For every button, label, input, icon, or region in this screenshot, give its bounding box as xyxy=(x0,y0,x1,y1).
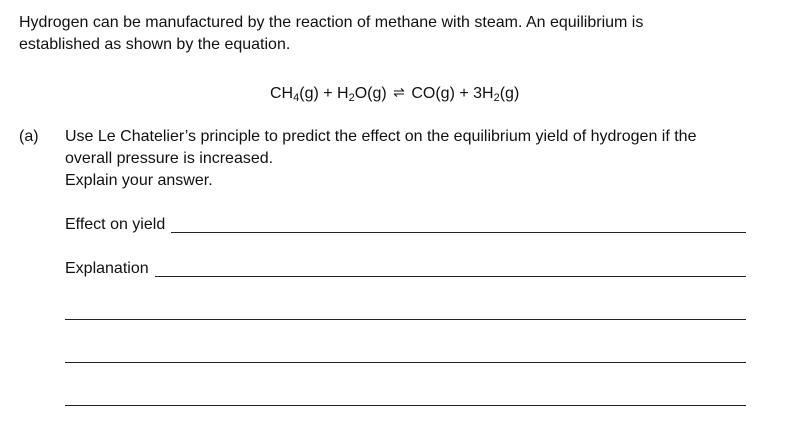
part-a-question xyxy=(65,126,795,192)
equation-ch4-subscript: 4 xyxy=(293,92,300,104)
equation-h2o-subscript: 2 xyxy=(348,92,355,104)
intro-line-2: established as shown by the equation. xyxy=(19,36,291,53)
explanation-answer-line-1[interactable] xyxy=(155,276,746,277)
equilibrium-sign: ⇌ xyxy=(393,84,405,100)
effect-on-yield-answer-line[interactable] xyxy=(171,232,746,233)
equation-products: CO(g) + 3H xyxy=(411,85,494,102)
explanation-answer-line-3[interactable] xyxy=(65,362,746,363)
equation-h2o-state: O(g) xyxy=(354,85,387,102)
intro-line-1: Hydrogen can be manufactured by the reaction of methane with steam. An equilibrium is xyxy=(19,14,644,31)
equation-h2-state: (g) xyxy=(499,85,520,102)
explanation-answer-line-4[interactable] xyxy=(65,405,746,406)
question-line-2: overall pressure is increased. xyxy=(65,150,274,167)
chemical-equation xyxy=(270,82,519,105)
part-a-label: (a) xyxy=(19,128,39,145)
explanation-answer-line-2[interactable] xyxy=(65,319,746,320)
question-line-3: Explain your answer. xyxy=(65,172,213,189)
equation-ch4-state: (g) + H xyxy=(299,85,349,102)
explanation-label: Explanation xyxy=(65,260,149,277)
intro-text xyxy=(19,12,789,56)
equation-h2-subscript: 2 xyxy=(493,92,500,104)
equation-ch4: CH xyxy=(270,85,294,102)
effect-on-yield-label: Effect on yield xyxy=(65,216,166,233)
explanation-answer-row xyxy=(65,259,746,279)
question-line-1: Use Le Chatelier’s principle to predict the effect on the equilibrium yield of hydrogen if the xyxy=(65,128,697,145)
effect-answer-row xyxy=(65,215,746,235)
